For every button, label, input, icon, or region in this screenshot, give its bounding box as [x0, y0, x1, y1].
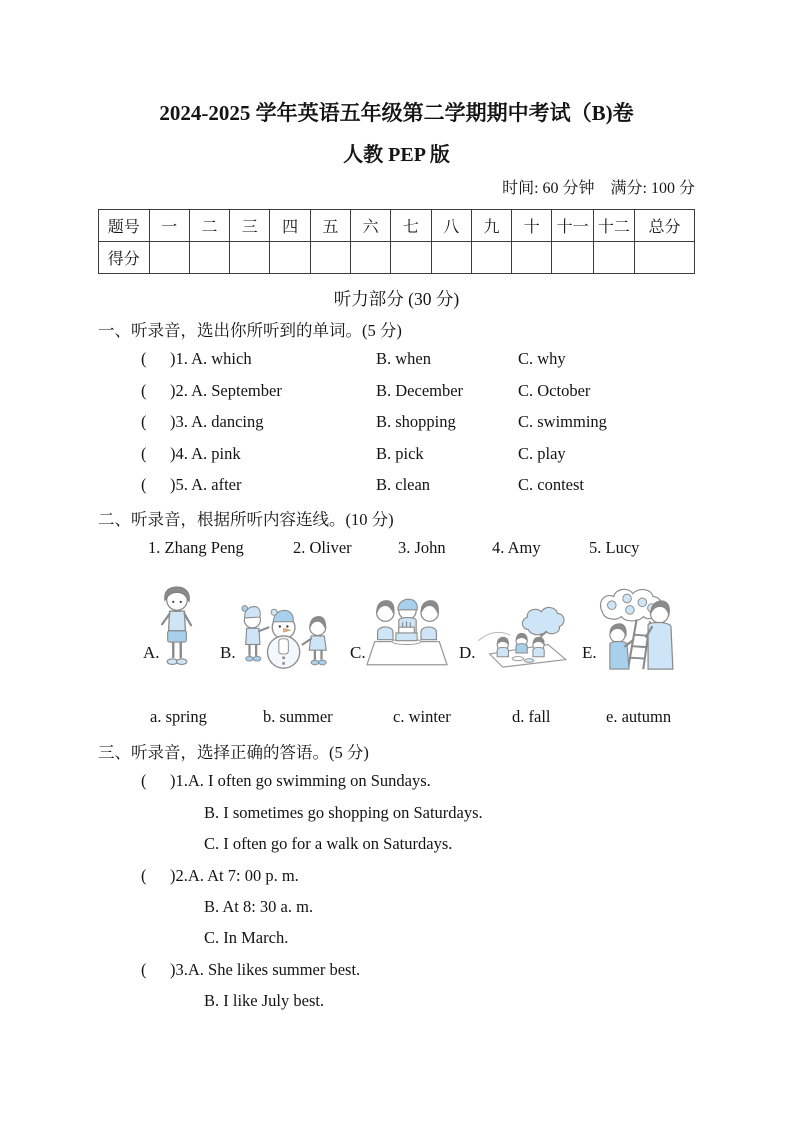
section1-item-5: [98, 469, 695, 500]
section2-pictures-row: [98, 583, 695, 685]
score-cell: [431, 242, 471, 274]
option-b: B. December: [376, 380, 464, 400]
score-cell: [471, 242, 511, 274]
score-cell: [351, 242, 391, 274]
answer-option: e. autumn: [606, 706, 672, 726]
score-cell-total: [635, 242, 695, 274]
score-cell: [149, 242, 189, 274]
option-b: B. when: [376, 349, 431, 369]
question-option-b: B. I sometimes go shopping on Saturdays.: [204, 802, 483, 822]
section3-item-2-question: [98, 859, 695, 890]
option-c: C. October: [518, 380, 591, 400]
score-table: [98, 209, 695, 274]
section3-item-3-option-b: [98, 985, 695, 1016]
picture-label-d: D.: [459, 642, 476, 662]
answer-paren: (: [141, 474, 147, 494]
option-b: B. pick: [376, 443, 424, 463]
section3-item-2-option-b: [98, 891, 695, 922]
option-c: C. swimming: [518, 412, 607, 432]
col-3: 三: [230, 210, 270, 242]
section1-item-2: [98, 374, 695, 405]
section2-answers-row: [98, 703, 695, 729]
name-item: 5. Lucy: [589, 537, 640, 557]
col-total: 总分: [635, 210, 695, 242]
answer-option: a. spring: [150, 706, 207, 726]
picnic-under-tree-illustration: [476, 605, 571, 669]
option-a: )2. A. September: [170, 380, 282, 400]
section2-names-row: [98, 532, 695, 563]
picking-apples-ladder-illustration: [598, 587, 680, 671]
children-birthday-cake-illustration: [366, 593, 448, 671]
picture-label-c: C.: [350, 642, 366, 662]
section1-title: 一、听录音，选出你所听到的单词。(5 分): [98, 321, 402, 340]
question-option-b: B. At 8: 30 a. m.: [204, 896, 314, 916]
option-a: )5. A. after: [170, 474, 242, 494]
exam-edition: 人教 PEP 版: [343, 144, 450, 166]
answer-paren: (: [141, 865, 147, 885]
option-a: )3. A. dancing: [170, 412, 264, 432]
section1-item-3: [98, 406, 695, 437]
col-1: 一: [149, 210, 189, 242]
question-option-a: )3.A. She likes summer best.: [170, 959, 361, 979]
answer-paren: (: [141, 443, 147, 463]
score-table-corner: 题号: [99, 210, 150, 242]
col-10: 十: [512, 210, 552, 242]
option-a: )4. A. pink: [170, 443, 241, 463]
col-5: 五: [310, 210, 350, 242]
section3-item-1-question: [98, 765, 695, 796]
answer-paren: (: [141, 771, 147, 791]
col-12: 十二: [593, 210, 634, 242]
col-7: 七: [391, 210, 431, 242]
time-and-score-line: 时间: 60 分钟 满分: 100 分: [502, 180, 695, 197]
picture-label-e: E.: [582, 642, 597, 662]
section3-item-1-option-b: [98, 796, 695, 827]
option-b: B. clean: [376, 474, 431, 494]
picture-label-a: A.: [143, 642, 160, 662]
question-option-c: C. In March.: [204, 928, 289, 948]
section3-item-1-option-c: [98, 828, 695, 859]
score-table-header-row: [99, 210, 695, 242]
score-row-label: 得分: [99, 242, 150, 274]
score-cell: [552, 242, 593, 274]
section3-item-3-question: [98, 953, 695, 984]
name-item: 1. Zhang Peng: [148, 537, 244, 557]
listening-part-heading: 听力部分 (30 分): [333, 289, 460, 309]
name-item: 2. Oliver: [293, 537, 352, 557]
score-cell: [270, 242, 310, 274]
name-item: 3. John: [398, 537, 446, 557]
score-cell: [512, 242, 552, 274]
score-cell: [230, 242, 270, 274]
section1-item-1: [98, 343, 695, 374]
option-a: )1. A. which: [170, 349, 252, 369]
col-4: 四: [270, 210, 310, 242]
answer-option: d. fall: [512, 706, 551, 726]
answer-paren: (: [141, 380, 147, 400]
boy-standing-illustration: [158, 585, 196, 671]
section2-title: 二、听录音，根据所听内容连线。(10 分): [98, 509, 394, 529]
question-option-a: )1.A. I often go swimming on Sundays.: [170, 771, 431, 791]
name-item: 4. Amy: [492, 537, 541, 557]
col-11: 十一: [552, 210, 593, 242]
col-6: 六: [351, 210, 391, 242]
option-b: B. shopping: [376, 412, 456, 432]
answer-paren: (: [141, 412, 147, 432]
score-cell: [310, 242, 350, 274]
score-cell: [593, 242, 634, 274]
answer-option: c. winter: [393, 706, 451, 726]
question-option-b: B. I like July best.: [204, 991, 325, 1011]
section3-item-2-option-c: [98, 922, 695, 953]
option-c: C. why: [518, 349, 566, 369]
answer-paren: (: [141, 349, 147, 369]
score-cell: [189, 242, 229, 274]
section3-title: 三、听录音，选择正确的答语。(5 分): [98, 742, 369, 762]
answer-paren: (: [141, 959, 147, 979]
col-9: 九: [471, 210, 511, 242]
col-8: 八: [431, 210, 471, 242]
col-2: 二: [189, 210, 229, 242]
option-c: C. contest: [518, 474, 584, 494]
question-option-c: C. I often go for a walk on Saturdays.: [204, 834, 453, 854]
option-c: C. play: [518, 443, 566, 463]
score-table-score-row: [99, 242, 695, 274]
score-cell: [391, 242, 431, 274]
section1-item-4: [98, 437, 695, 468]
children-building-snowman-illustration: [238, 599, 333, 671]
picture-label-b: B.: [220, 642, 236, 662]
exam-title: 2024-2025 学年英语五年级第二学期期中考试（B)卷: [159, 101, 634, 125]
question-option-a: )2.A. At 7: 00 p. m.: [170, 865, 299, 885]
answer-option: b. summer: [263, 706, 333, 726]
